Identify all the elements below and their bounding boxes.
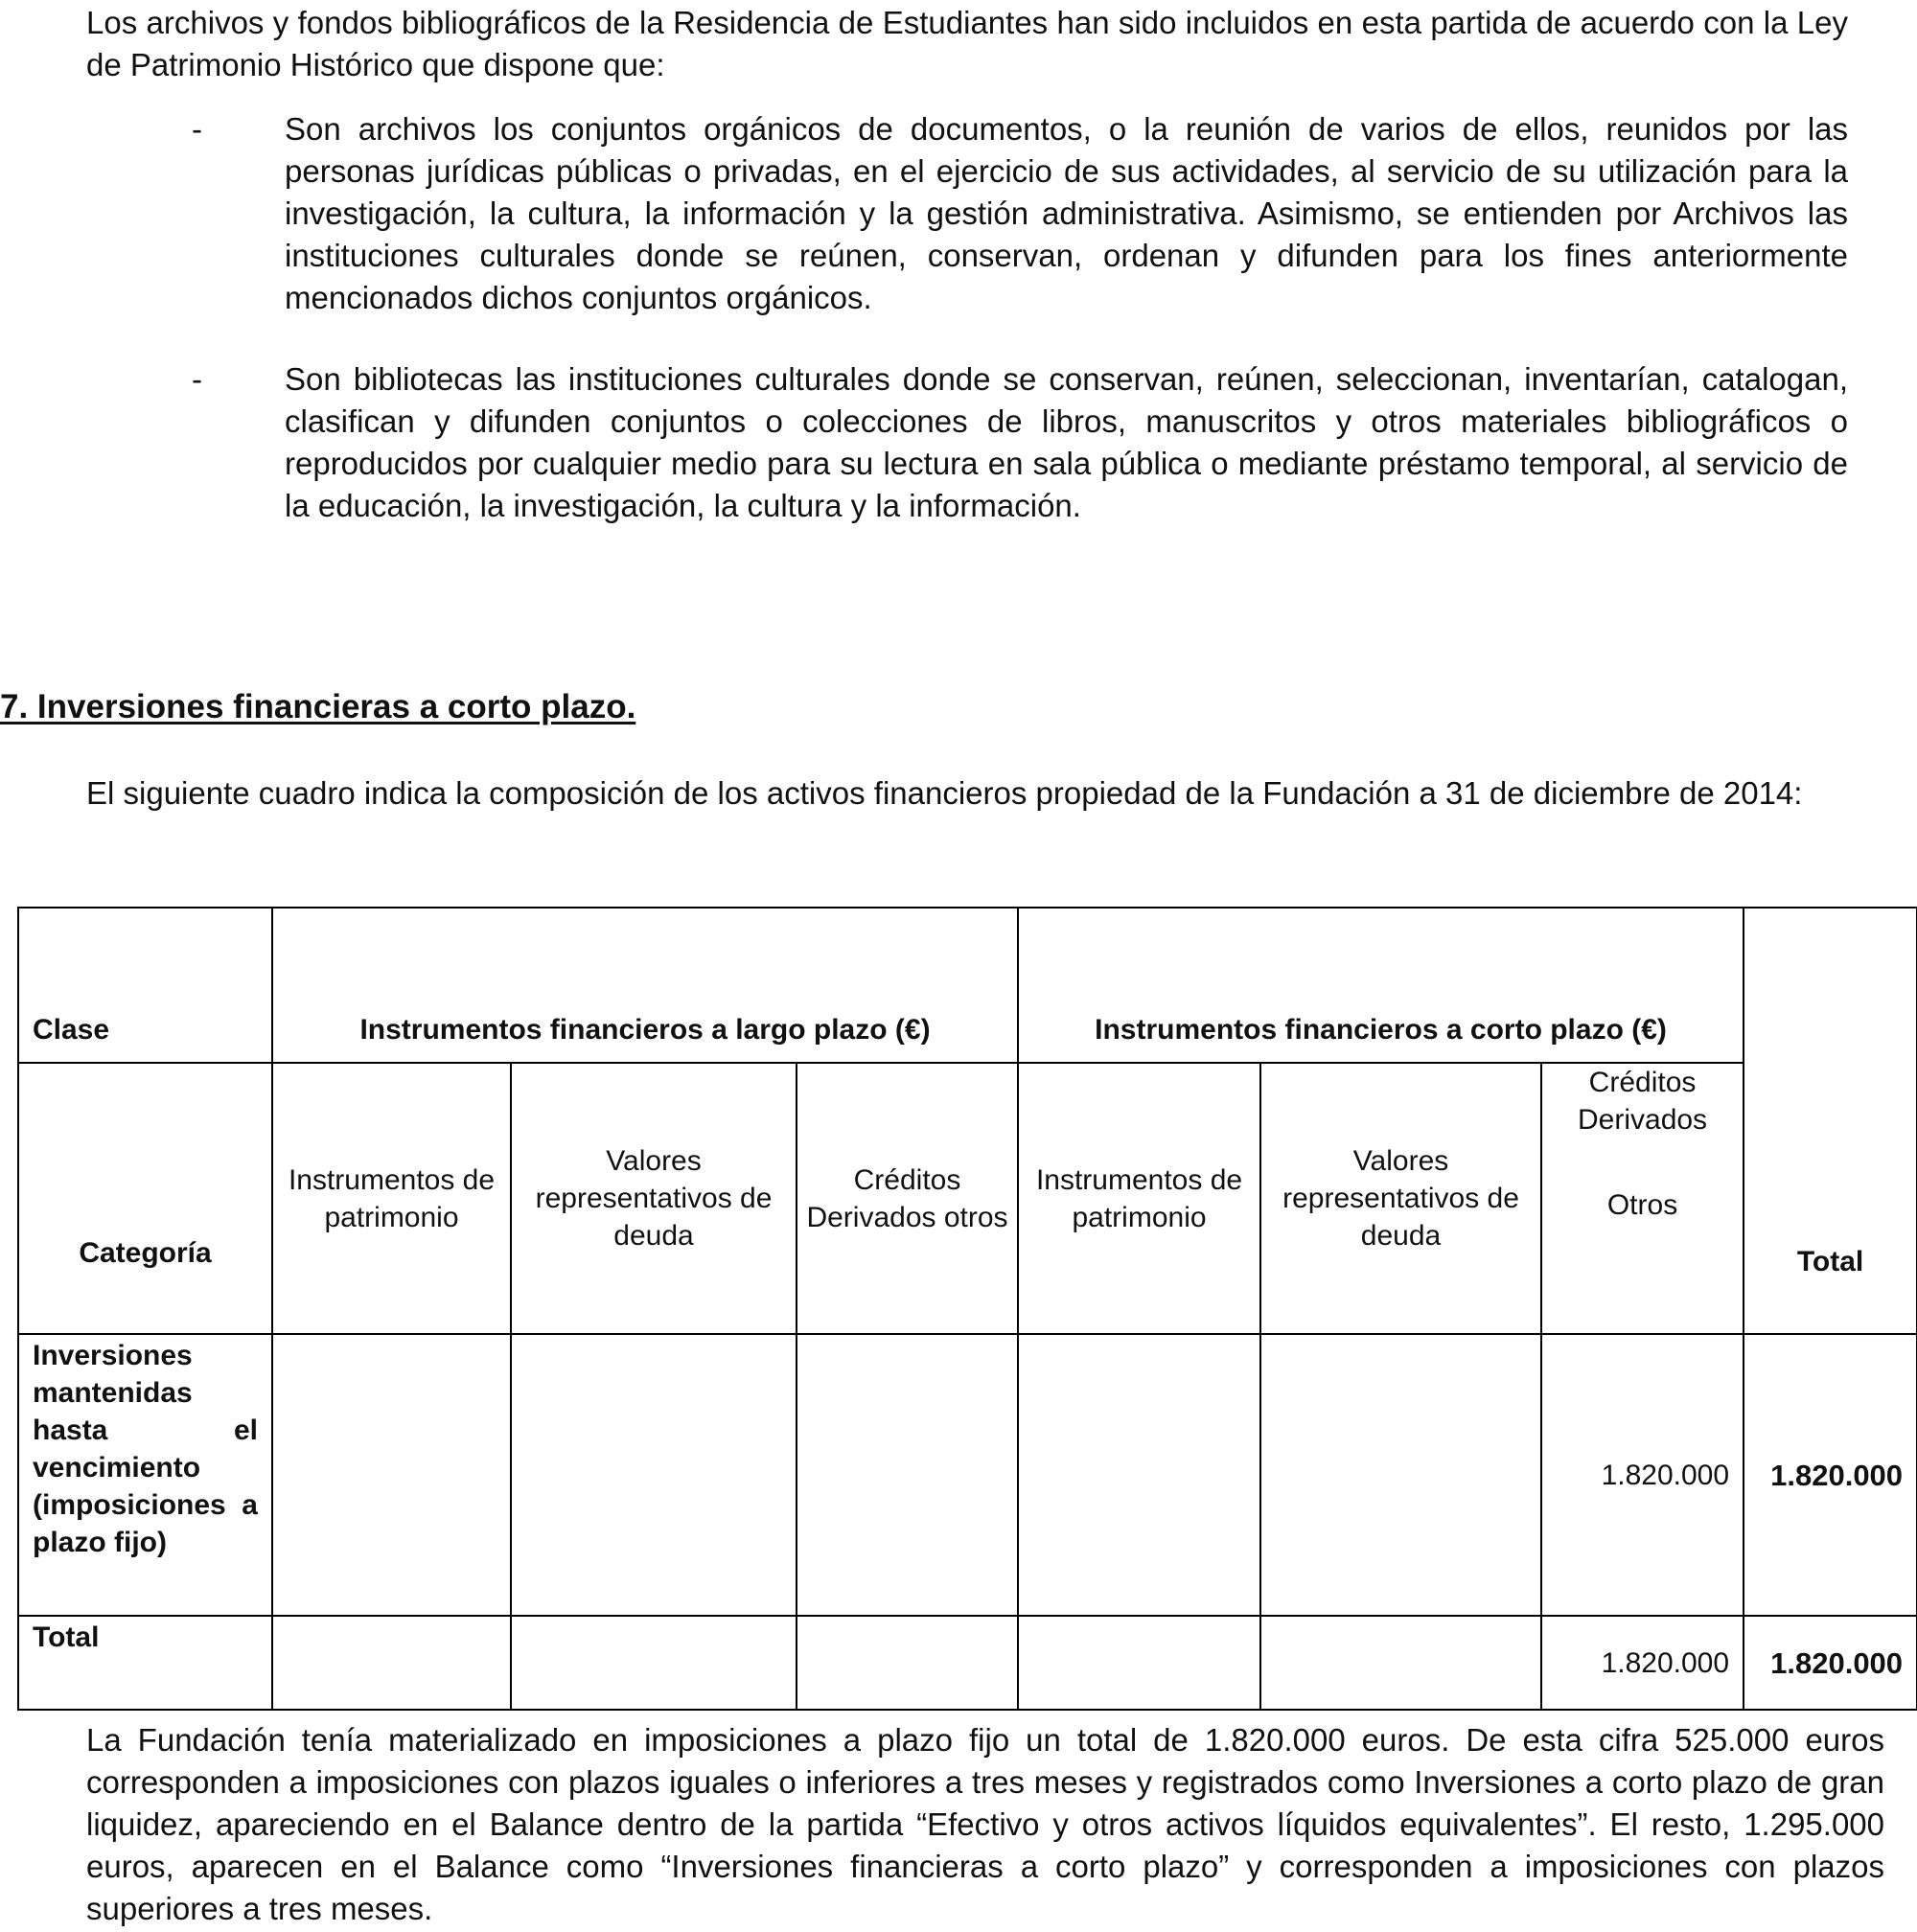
table-row (18, 1334, 1917, 1616)
empty-cell (797, 1616, 1018, 1710)
table-header-row (18, 908, 1917, 1063)
empty-cell (511, 1334, 797, 1616)
row-label: Total (18, 1616, 272, 1710)
empty-cell (1260, 1334, 1541, 1616)
categoria-header: Categoría (18, 1063, 272, 1334)
closing-paragraph: La Fundación tenía materializado en imposiciones a plazo fijo un total de 1.820.000 euros. De esta cifra 525.000 euros corresponden a imposiciones con plazos iguales o inferiores a tres meses y registrados como Inversiones a corto plazo de gran liquidez, apareciendo en el Balance dentro de la partida “Efectivo y otros activos líquidos equivalentes”. El resto, 1.295.000 euros, aparecen en el Balance como “Inversiones financieras a corto plazo” y corresponden a imposiciones con plazos superiores a tres meses. (86, 1722, 1884, 1926)
row-total-value: 1.820.000 (1744, 1616, 1917, 1710)
financial-assets-table (17, 907, 1917, 1711)
bullet-archivos: Son archivos los conjuntos orgánicos de documentos, o la reunión de varios de ellos, reunidos por las personas jurídicas públicas o privadas, en el ejercicio de sus actividades, al servicio de su utilización para la investigación, la cultura, la información y la gestión administrativa. Asimismo, se entienden por Archivos las instituciones culturales donde se reúnen, conservan, ordenan y difunden para los fines anteriormente mencionados dichos conjuntos orgánicos. (285, 111, 1848, 315)
table-subheader-row (18, 1063, 1917, 1334)
short-creditos-value: 1.820.000 (1541, 1334, 1744, 1616)
row-total-value: 1.820.000 (1744, 1334, 1917, 1616)
bullet-marker: - (192, 111, 202, 147)
short-deuda-header: Valores representativos de deuda (1260, 1063, 1541, 1334)
short-creditos-value: 1.820.000 (1541, 1616, 1744, 1710)
empty-cell (797, 1334, 1018, 1616)
long-term-group-header: Instrumentos financieros a largo plazo (€) (272, 908, 1018, 1063)
total-header: Total (1744, 908, 1917, 1334)
section-heading: 7. Inversiones financieras a corto plazo. (0, 688, 636, 725)
row-label: Inversiones mantenidas hasta el vencimiento (imposiciones a plazo fijo) (18, 1334, 272, 1616)
empty-cell (511, 1616, 797, 1710)
empty-cell (1018, 1334, 1260, 1616)
short-term-group-header: Instrumentos financieros a corto plazo (€) (1018, 908, 1744, 1063)
long-creditos-header: Créditos Derivados otros (797, 1063, 1018, 1334)
table-total-row (18, 1616, 1917, 1710)
bullet-bibliotecas: Son bibliotecas las instituciones culturales donde se conservan, reúnen, seleccionan, inventarían, catalogan, clasifican y difunden conjuntos o colecciones de libros, manuscritos y otros materiales bibliográficos o reproducidos por cualquier medio para su lectura en sala pública o mediante préstamo temporal, al servicio de la educación, la investigación, la cultura y la información. (285, 361, 1848, 523)
bullet-marker: - (192, 361, 202, 397)
long-patrimonio-header: Instrumentos de patrimonio (272, 1063, 511, 1334)
short-creditos-header (1541, 1063, 1744, 1334)
empty-cell (1018, 1616, 1260, 1710)
short-creditos-header-bottom: Otros (1606, 1189, 1678, 1221)
long-deuda-header: Valores representativos de deuda (511, 1063, 797, 1334)
empty-cell (272, 1616, 511, 1710)
short-creditos-header-top: Créditos Derivados (1578, 1067, 1708, 1136)
empty-cell (272, 1334, 511, 1616)
lead-paragraph: El siguiente cuadro indica la composición de los activos financieros propiedad de la Fundación a 31 de diciembre de 2014: (86, 775, 1803, 811)
short-patrimonio-header: Instrumentos de patrimonio (1018, 1063, 1260, 1334)
empty-cell (1260, 1616, 1541, 1710)
clase-header: Clase (18, 908, 272, 1063)
intro-paragraph: Los archivos y fondos bibliográficos de la Residencia de Estudiantes han sido incluidos en esta partida de acuerdo con la Ley de Patrimonio Histórico que dispone que: (86, 5, 1848, 82)
